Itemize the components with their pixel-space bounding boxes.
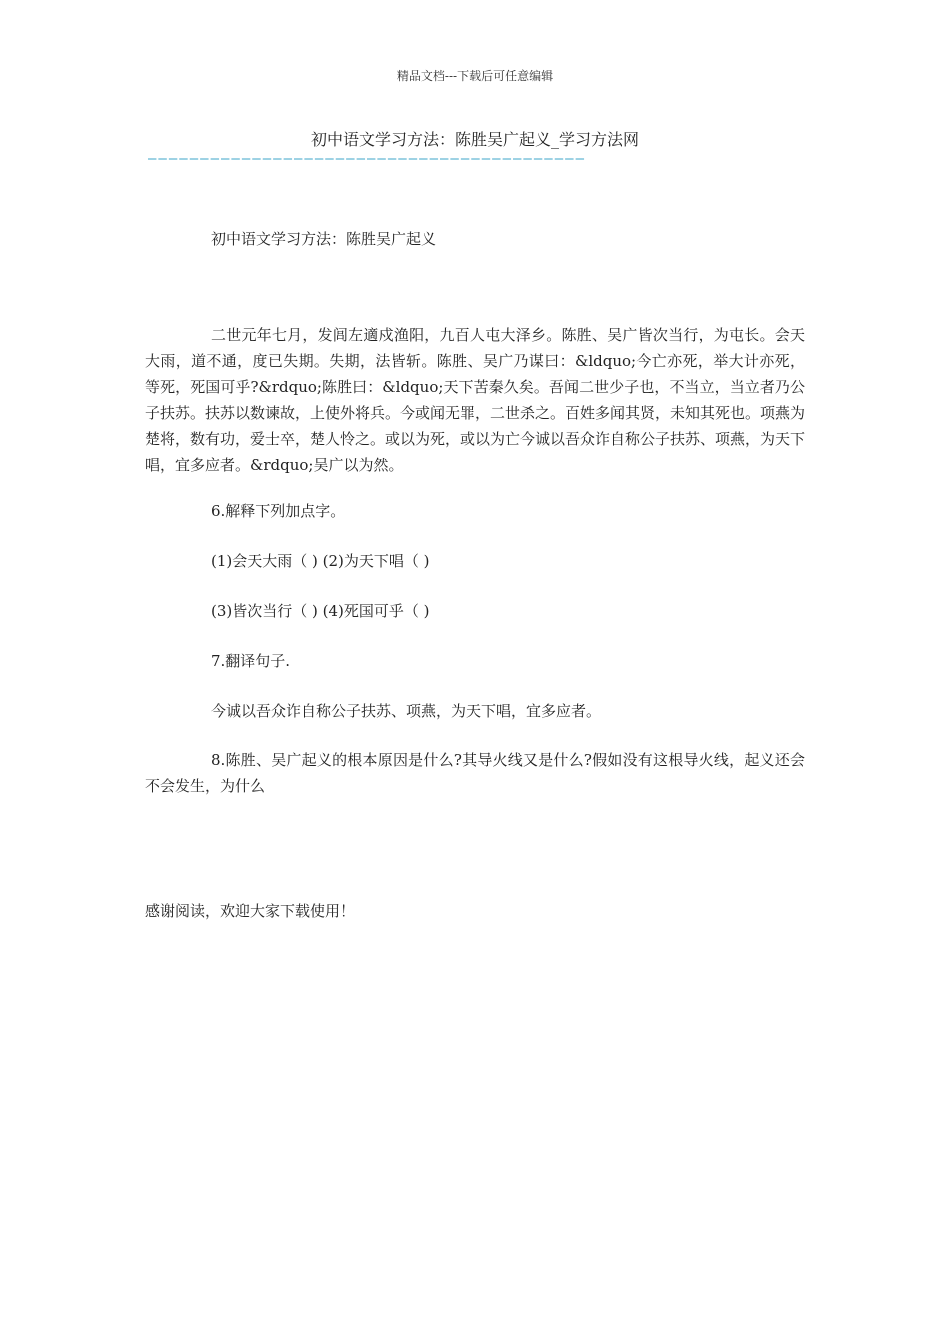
question-6: 6.解释下列加点字。 [211, 502, 346, 520]
article-subtitle: 初中语文学习方法：陈胜吴广起义 [211, 230, 437, 248]
header-note: 精品文档---下载后可任意编辑 [396, 69, 554, 83]
question-7: 7.翻译句子. [211, 652, 291, 670]
question-6-items-1: (1)会天大雨（ ) (2)为天下唱（ ) [211, 552, 430, 570]
question-8: 8.陈胜、吴广起义的根本原因是什么?其导火线又是什么?假如没有这根导火线，起义还会不会发生，为什么 [145, 751, 805, 795]
closing-thanks: 感谢阅读，欢迎大家下载使用！ [145, 902, 356, 920]
question-7-sentence: 今诚以吾众诈自称公子扶苏、项燕，为天下唱，宜多应者。 [211, 702, 602, 720]
document-title: 初中语文学习方法：陈胜吴广起义_学习方法网 [310, 130, 639, 149]
classical-passage: 二世元年七月，发闾左適戍渔阳，九百人屯大泽乡。陈胜、吴广皆次当行，为屯长。会天大雨，道不通，度已失期。失期，法皆斩。陈胜、吴广乃谋曰：&ldquo;今亡亦死，举大计亦死，等死，死国可乎?&rdquo;陈胜曰：&ldquo;天下苦秦久矣。吾闻二世少子也，不当立，当立者乃公子扶苏。扶苏以数谏故，上使外将兵。今或闻无罪，二世杀之。百姓多闻其贤，未知其死也。项燕为楚将，数有功，爱士卒，楚人怜之。或以为死，或以为亡今诚以吾众诈自称公子扶苏、项燕，为天下唱，宜多应者。&rdquo;吴广以为然。 [145, 326, 806, 474]
question-6-items-2: (3)皆次当行（ ) (4)死国可乎（ ) [211, 602, 430, 620]
title-dashed-rule: —————————————————————————————————————————— [148, 152, 587, 166]
